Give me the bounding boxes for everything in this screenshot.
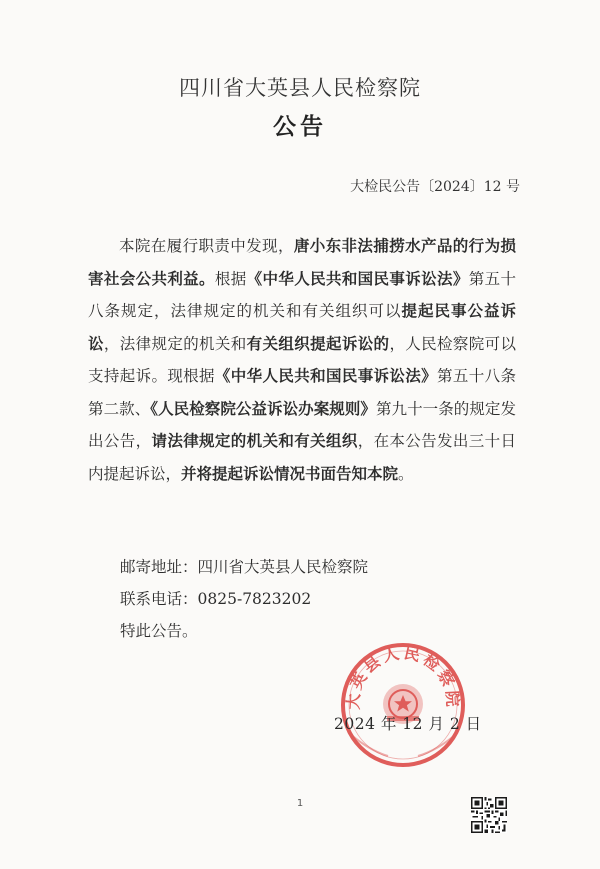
- body-fragment: 本院在履行职责中发现，: [119, 237, 294, 255]
- body-paragraph: [88, 230, 516, 490]
- document-title: 公告: [273, 113, 327, 140]
- qr-code-icon: [471, 797, 507, 833]
- body-fragment: ，法律规定的机关和: [103, 334, 247, 353]
- body-fragment: ，在本公告发出三十日内提起诉讼，: [88, 432, 516, 483]
- law-citation: 《中华人民共和国民事诉讼法》: [214, 366, 438, 385]
- body-fragment: 。: [398, 464, 414, 483]
- body-fragment-bold: 有关组织提起诉讼的: [246, 333, 390, 353]
- law-citation: 《中华人民共和国民事诉讼法》: [246, 268, 469, 288]
- law-citation: 《人民检察院公益诉讼办案规则》: [150, 398, 376, 418]
- address-label: 邮寄地址：: [120, 558, 198, 576]
- organization-name: 四川省大英县人民检察院: [179, 76, 421, 100]
- closing-remark: 特此公告。: [120, 622, 198, 640]
- body-fragment-bold: 并将提起诉讼情况书面告知本院: [181, 463, 399, 483]
- body-fragment: ，人民检察院可以支持起诉。现根据: [88, 334, 516, 385]
- body-fragment-bold: 提起民事公益诉讼: [88, 301, 516, 353]
- body-fragment: 第五十八条第二款、: [88, 367, 516, 418]
- phone-value: 0825-7823202: [197, 590, 312, 608]
- mailing-address: [120, 555, 368, 577]
- body-fragment: 根据: [214, 269, 247, 288]
- document-number: 大检民公告〔2024〕12 号: [350, 179, 520, 195]
- address-value: 四川省大英县人民检察院: [197, 558, 369, 576]
- body-fragment: 第五十八条规定，法律规定的机关和有关组织可以: [88, 269, 516, 320]
- page-number: 1: [296, 798, 304, 809]
- announcement-body: [88, 230, 516, 490]
- contact-phone: [120, 587, 311, 609]
- phone-label: 联系电话：: [120, 590, 198, 608]
- official-seal-icon: [338, 640, 468, 770]
- seal-text: 大英县人民检察院: [343, 643, 463, 711]
- body-fragment: 第九十一条的规定发出公告，: [88, 399, 516, 450]
- body-fragment-bold: 唐小东非法捕捞水产品的行为损害社会公共利益。: [88, 236, 516, 288]
- issue-date: 2024 年 12 月 2 日: [334, 715, 482, 733]
- body-fragment-bold: 请法律规定的机关和有关组织: [151, 431, 358, 450]
